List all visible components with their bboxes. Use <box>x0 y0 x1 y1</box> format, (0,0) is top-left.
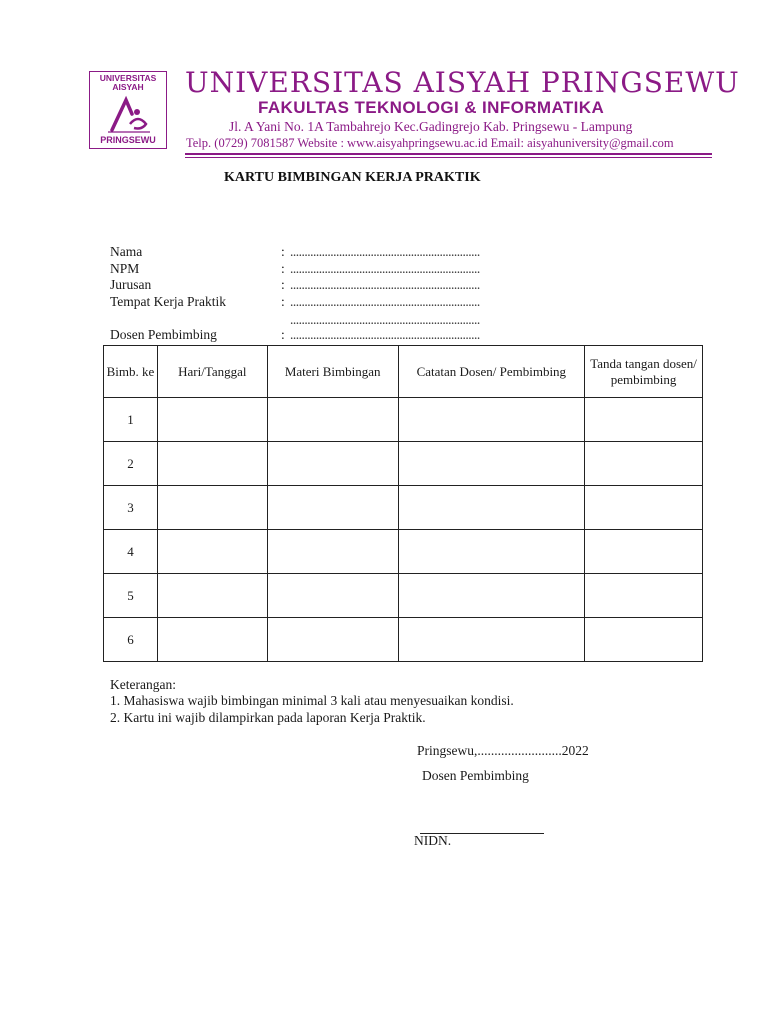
fill-line-tempat-2[interactable]: .................................................................. <box>290 312 480 327</box>
separator: : <box>281 244 285 259</box>
logo-emblem-icon <box>104 94 154 134</box>
cell-materi[interactable] <box>267 618 398 662</box>
cell-tanda-tangan[interactable] <box>585 442 703 486</box>
cell-tanda-tangan[interactable] <box>585 486 703 530</box>
row-number: 5 <box>104 574 158 618</box>
document-title: KARTU BIMBINGAN KERJA PRAKTIK <box>224 170 481 185</box>
label-dosen: Dosen Pembimbing <box>110 327 217 342</box>
cell-catatan[interactable] <box>398 530 585 574</box>
table-header-row <box>104 346 703 398</box>
cell-tanda-tangan[interactable] <box>585 530 703 574</box>
cell-hari-tanggal[interactable] <box>157 618 267 662</box>
cell-tanda-tangan[interactable] <box>585 398 703 442</box>
cell-catatan[interactable] <box>398 618 585 662</box>
col-catatan: Catatan Dosen/ Pembimbing <box>398 346 585 398</box>
cell-materi[interactable] <box>267 530 398 574</box>
cell-materi[interactable] <box>267 442 398 486</box>
cell-catatan[interactable] <box>398 398 585 442</box>
fill-line-nama[interactable]: .................................................................. <box>290 244 480 259</box>
row-number: 2 <box>104 442 158 486</box>
cell-hari-tanggal[interactable] <box>157 486 267 530</box>
fill-line-npm[interactable]: .................................................................. <box>290 261 480 276</box>
table-row <box>104 486 703 530</box>
notes-title: Keterangan: <box>110 677 176 692</box>
table-row <box>104 398 703 442</box>
table-row <box>104 442 703 486</box>
col-bimb: Bimb. ke <box>104 346 158 398</box>
faculty-name: FAKULTAS TEKNOLOGI & INFORMATIKA <box>258 98 605 117</box>
table-row <box>104 574 703 618</box>
note-item: 1. Mahasiswa wajib bimbingan minimal 3 kali atau menyesuaikan kondisi. <box>110 693 514 708</box>
cell-tanda-tangan[interactable] <box>585 618 703 662</box>
cell-hari-tanggal[interactable] <box>157 574 267 618</box>
nidn-label: NIDN. <box>414 833 452 848</box>
col-tanda-tangan: Tanda tangan dosen/ pembimbing <box>585 346 703 398</box>
fill-line-tempat[interactable]: .................................................................. <box>290 294 480 309</box>
label-tempat: Tempat Kerja Praktik <box>110 294 227 309</box>
row-number: 3 <box>104 486 158 530</box>
logo-top-text: UNIVERSITAS AISYAH <box>99 73 157 92</box>
cell-hari-tanggal[interactable] <box>157 398 267 442</box>
col-hari-tanggal: Hari/Tanggal <box>157 346 267 398</box>
note-item: 2. Kartu ini wajib dilampirkan pada laporan Kerja Praktik. <box>110 710 426 725</box>
cell-hari-tanggal[interactable] <box>157 530 267 574</box>
separator: : <box>281 294 285 309</box>
cell-catatan[interactable] <box>398 486 585 530</box>
signer-role: Dosen Pembimbing <box>422 768 529 783</box>
row-number: 1 <box>104 398 158 442</box>
logo-bottom-text: PRINGSEWU <box>100 135 156 145</box>
university-name: UNIVERSITAS AISYAH PRINGSEWU <box>185 66 740 99</box>
fill-line-dosen[interactable]: .................................................................. <box>290 327 480 342</box>
contact-line: Telp. (0729) 7081587 Website : www.aisyahpringsewu.ac.id Email: aisyahuniversity@gmail.com <box>186 136 674 150</box>
col-materi: Materi Bimbingan <box>267 346 398 398</box>
cell-materi[interactable] <box>267 574 398 618</box>
separator: : <box>281 261 285 276</box>
guidance-table <box>103 345 703 662</box>
cell-tanda-tangan[interactable] <box>585 574 703 618</box>
cell-catatan[interactable] <box>398 442 585 486</box>
header-divider-thin <box>185 157 712 158</box>
separator: : <box>281 277 285 292</box>
cell-catatan[interactable] <box>398 574 585 618</box>
label-nama: Nama <box>110 244 143 259</box>
table-row <box>104 530 703 574</box>
table-row <box>104 618 703 662</box>
header-divider <box>185 153 712 155</box>
row-number: 4 <box>104 530 158 574</box>
row-number: 6 <box>104 618 158 662</box>
cell-materi[interactable] <box>267 486 398 530</box>
place-date: Pringsewu,.........................2022 <box>417 743 589 758</box>
fill-line-jurusan[interactable]: .................................................................. <box>290 277 480 292</box>
cell-materi[interactable] <box>267 398 398 442</box>
cell-hari-tanggal[interactable] <box>157 442 267 486</box>
university-logo <box>89 71 167 149</box>
label-npm: NPM <box>110 261 140 276</box>
label-jurusan: Jurusan <box>110 277 152 292</box>
separator: : <box>281 327 285 342</box>
address-line: Jl. A Yani No. 1A Tambahrejo Kec.Gadingrejo Kab. Pringsewu - Lampung <box>229 119 633 134</box>
